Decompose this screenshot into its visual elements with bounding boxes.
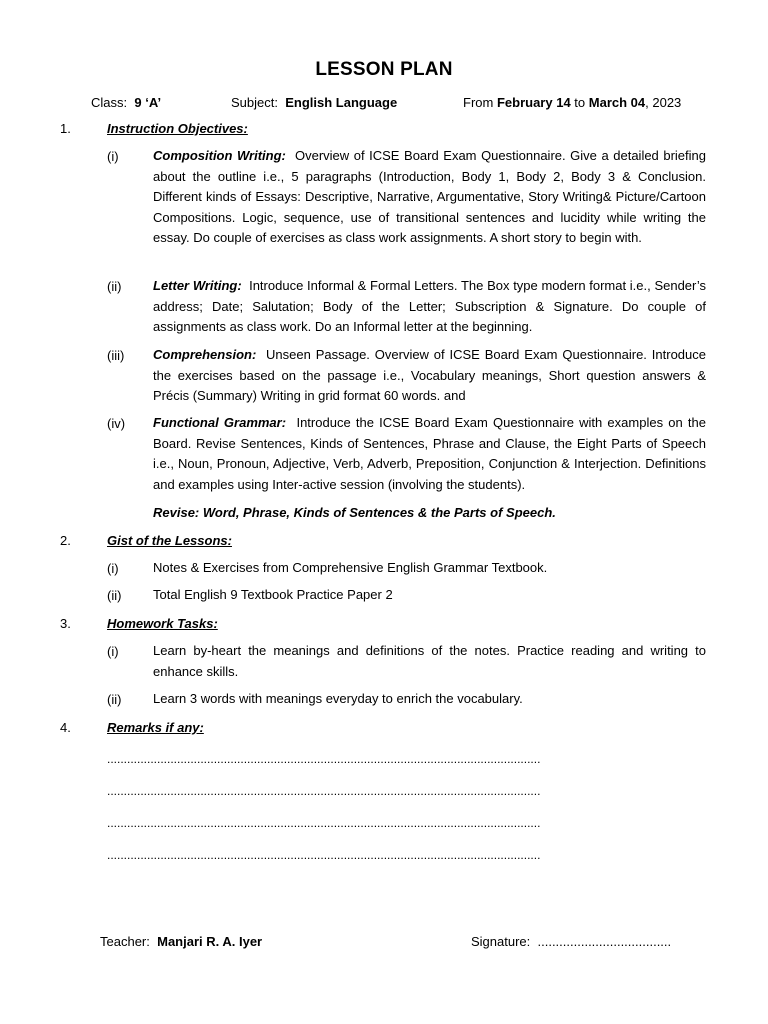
- item-1-i-number: (i): [107, 149, 119, 164]
- section-3-heading: Homework Tasks:: [107, 616, 218, 631]
- signature-label: Signature:: [471, 934, 531, 949]
- signature-block: [471, 934, 671, 949]
- section-2-heading: Gist of the Lessons:: [107, 533, 232, 548]
- section-1-heading: Instruction Objectives:: [107, 121, 248, 136]
- class-value: 9 ‘A’: [134, 95, 162, 110]
- date-range: [463, 95, 681, 110]
- to-date: March 04: [588, 95, 646, 110]
- year: , 2023: [645, 95, 682, 110]
- item-1-iii-body: Unseen Passage. Overview of ICSE Board Exam Questionnaire. Introduce the exercises based on the passage i.e., Vocabulary meanings, Short question answers & Précis (Summary) Writing in grid format 60 words. and: [153, 347, 706, 403]
- item-1-iv-text: [153, 413, 706, 495]
- item-2-ii-text: Total English 9 Textbook Practice Paper 2: [153, 587, 393, 602]
- remarks-line-1[interactable]: ..................................................................................................................................: [107, 752, 541, 766]
- revise-note: Revise: Word, Phrase, Kinds of Sentences & the Parts of Speech.: [153, 505, 556, 520]
- subject-info: [231, 95, 397, 110]
- item-1-ii-text: [153, 276, 706, 338]
- class-info: [91, 95, 161, 110]
- item-1-i-body: Overview of ICSE Board Exam Questionnaire. Give a detailed briefing about the outline i.e., 5 paragraphs (Introduction, Body 1, Body 2, Body 3 & Conclusion. Different kinds of Essays: Descriptive, Narrative, Argumentative, Story Writing& Picture/Cartoon Compositions. Logic, sequence, use of transitional sentences and lucidity while writing the essay. Do couple of exercises as class work assignments. A short story to begin with.: [153, 148, 706, 245]
- item-1-iv-number: (iv): [107, 416, 126, 431]
- item-1-i-text: [153, 146, 706, 249]
- item-1-ii-number: (ii): [107, 279, 122, 294]
- subject-value: English Language: [285, 95, 398, 110]
- item-1-iii-number: (iii): [107, 348, 125, 363]
- item-3-i-number: (i): [107, 644, 119, 659]
- section-2-number: 2.: [60, 533, 71, 548]
- section-4-heading: Remarks if any:: [107, 720, 204, 735]
- item-3-i-text: Learn by-heart the meanings and definitions of the notes. Practice reading and writing to enhance skills.: [153, 643, 706, 679]
- item-1-iv-lead: Functional Grammar:: [153, 415, 287, 430]
- item-1-i-lead: Composition Writing:: [153, 148, 286, 163]
- remarks-line-3[interactable]: ..................................................................................................................................: [107, 816, 541, 830]
- signature-line[interactable]: .....................................: [537, 934, 672, 949]
- item-2-i-number: (i): [107, 561, 119, 576]
- page-title: LESSON PLAN: [315, 59, 453, 80]
- section-1-number: 1.: [60, 121, 71, 136]
- teacher-info: [100, 934, 262, 949]
- teacher-name: Manjari R. A. Iyer: [157, 934, 263, 949]
- item-2-ii-number: (ii): [107, 588, 122, 603]
- item-1-iii-text: [153, 345, 706, 407]
- item-1-ii-lead: Letter Writing:: [153, 278, 242, 293]
- teacher-label: Teacher:: [100, 934, 150, 949]
- item-1-iii-lead: Comprehension:: [153, 347, 257, 362]
- to-label: to: [574, 95, 586, 110]
- section-4-number: 4.: [60, 720, 71, 735]
- item-3-ii-text: Learn 3 words with meanings everyday to enrich the vocabulary.: [153, 691, 523, 706]
- class-label: Class:: [91, 95, 128, 110]
- from-label: From: [463, 95, 494, 110]
- item-2-i-text: Notes & Exercises from Comprehensive English Grammar Textbook.: [153, 560, 548, 575]
- remarks-line-2[interactable]: ..................................................................................................................................: [107, 784, 541, 798]
- remarks-line-4[interactable]: ..................................................................................................................................: [107, 848, 541, 862]
- item-3-ii-number: (ii): [107, 692, 122, 707]
- from-date: February 14: [496, 95, 571, 110]
- section-3-number: 3.: [60, 616, 71, 631]
- item-1-iv-body: Introduce the ICSE Board Exam Questionnaire with examples on the Board. Revise Sentences, Kinds of Sentences, Phrase and Clause, the Eight Parts of Speech i.e., Noun, Pronoun, Adjective, Verb, Adverb, Preposition, Conjunction & Interjection. Definitions and examples using Inter-active session (involving the students).: [153, 415, 706, 492]
- item-1-ii-body: Introduce Informal & Formal Letters. The Box type modern format i.e., Sender’s address; Date; Salutation; Body of the Letter; Subscription & Signature. Do couple of assignments as class work. Do an Informal letter at the beginning.: [153, 278, 706, 334]
- subject-label: Subject:: [231, 95, 278, 110]
